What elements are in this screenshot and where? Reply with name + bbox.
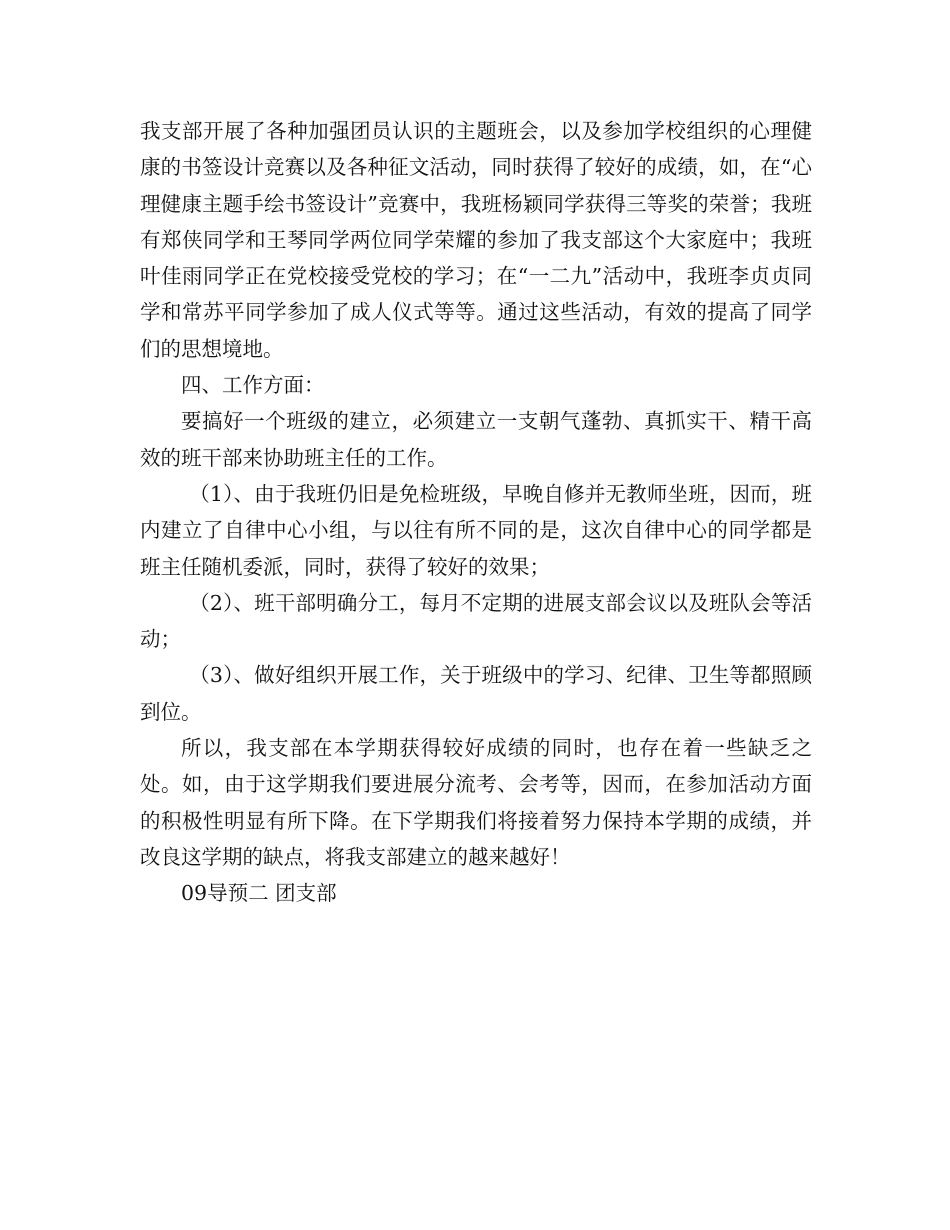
list-item-2: （2）、班干部明确分工，每月不定期的进展支部会议以及班队会等活动； [140,590,812,652]
list-item-3: （3）、做好组织开展工作，关于班级中的学习、纪律、卫生等都照顾到位。 [140,663,812,724]
list-item-1: （1）、由于我班仍旧是免检班级，早晚自修并无教师坐班，因而，班内建立了自律中心小组，与以往有所不同的是，这次自律中心的同学都是班主任随机委派，同时，获得了较好的效果； [140,481,812,579]
paragraph-work-intro: 要搞好一个班级的建立，必须建立一支朝气蓬勃、真抓实干、精干高效的班干部来协助班主任的工作。 [140,409,812,470]
document-body [140,113,812,912]
section-heading-work: 四、工作方面： [181,373,325,398]
paragraph-summary: 所以，我支部在本学期获得较好成绩的同时，也存在着一些缺乏之处。如，由于这学期我们要进展分流考、会考等，因而，在参加活动方面的积极性明显有所下降。在下学期我们将接着努力保持本学期的成绩，并改良这学期的缺点，将我支部建立的越来越好！ [140,736,812,869]
signature-line: 09导预二 团支部 [181,881,337,906]
paragraph-activities: 我支部开展了各种加强团员认识的主题班会，以及参加学校组织的心理健康的书签设计竞赛以及各种征文活动，同时获得了较好的成绩，如，在“心理健康主题手绘书签设计”竞赛中，我班杨颖同学获得三等奖的荣誉；我班有郑侠同学和王琴同学两位同学荣耀的参加了我支部这个大家庭中；我班叶佳雨同学正在党校接受党校的学习；在“一二九”活动中，我班李贞贞同学和常苏平同学参加了成人仪式等等。通过这些活动，有效的提高了同学们的思想境地。 [140,119,812,361]
